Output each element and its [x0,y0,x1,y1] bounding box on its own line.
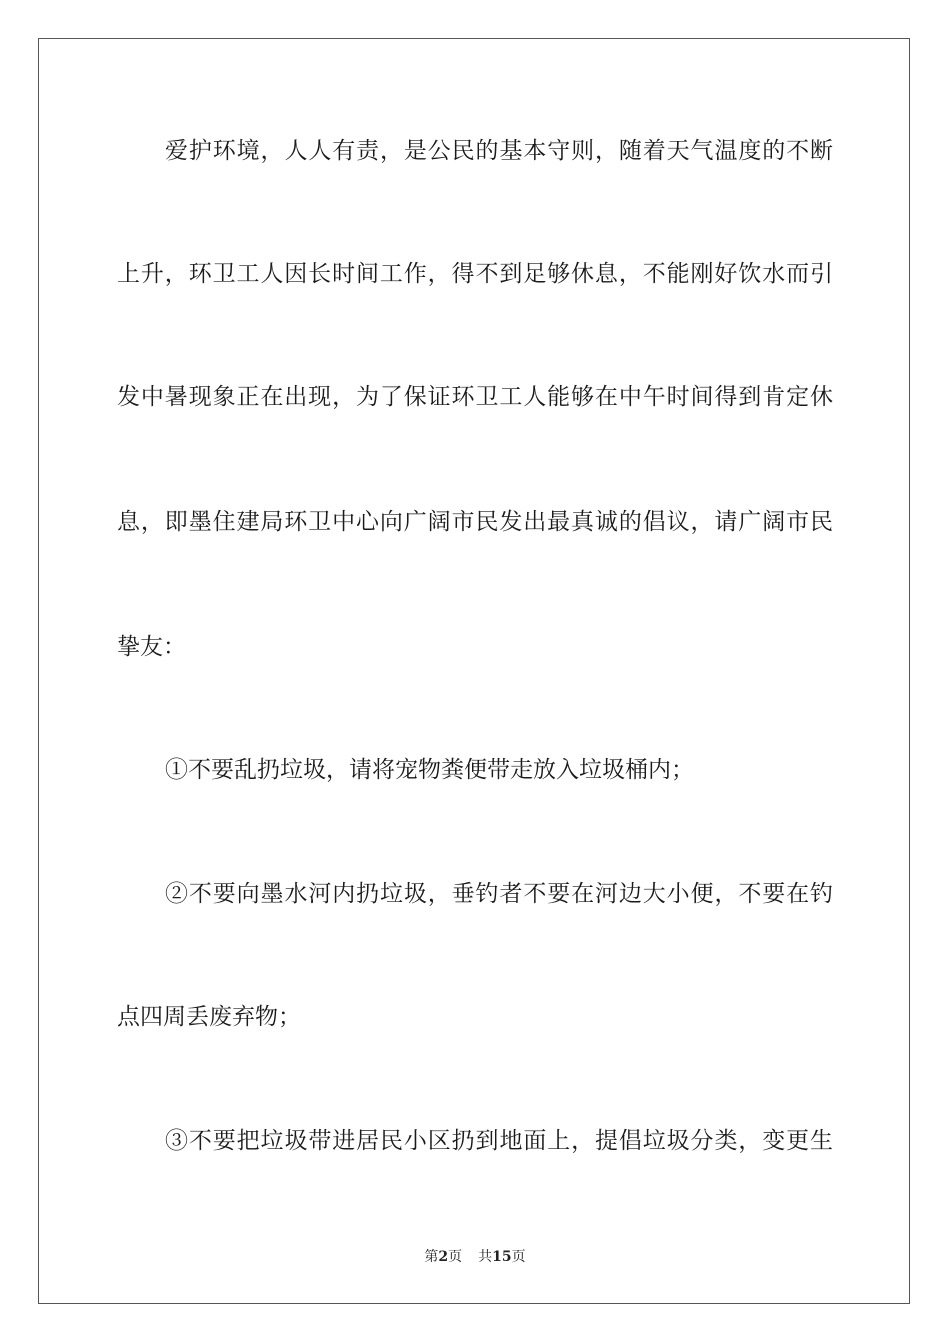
text-line: 上升，环卫工人因长时间工作，得不到足够休息，不能刚好饮水而引 [117,261,833,287]
page-suffix: 页 [448,1249,463,1265]
text-line: 挚友： [117,634,186,660]
text-line: 息，即墨住建局环卫中心向广阔市民发出最真诚的倡议，请广阔市民 [117,509,833,535]
list-item: ②不要向墨水河内扔垃圾，垂钓者不要在河边大小便，不要在钓 [165,881,833,907]
total-suffix: 页 [511,1249,526,1265]
page-number: 2 [438,1249,449,1265]
text-line: 爱护环境，人人有责，是公民的基本守则，随着天气温度的不断 [165,138,833,164]
total-prefix: 共 [478,1249,493,1265]
list-item: ③不要把垃圾带进居民小区扔到地面上，提倡垃圾分类，变更生 [165,1128,833,1154]
total-pages: 15 [492,1249,512,1265]
page-prefix: 第 [424,1249,439,1265]
text-line: 发中暑现象正在出现，为了保证环卫工人能够在中午时间得到肯定休 [117,384,833,410]
list-item: ①不要乱扔垃圾，请将宠物粪便带走放入垃圾桶内； [165,757,694,783]
text-line: 点四周丢废弃物； [117,1004,301,1030]
page-footer [0,1247,950,1267]
page-border [38,38,910,1304]
